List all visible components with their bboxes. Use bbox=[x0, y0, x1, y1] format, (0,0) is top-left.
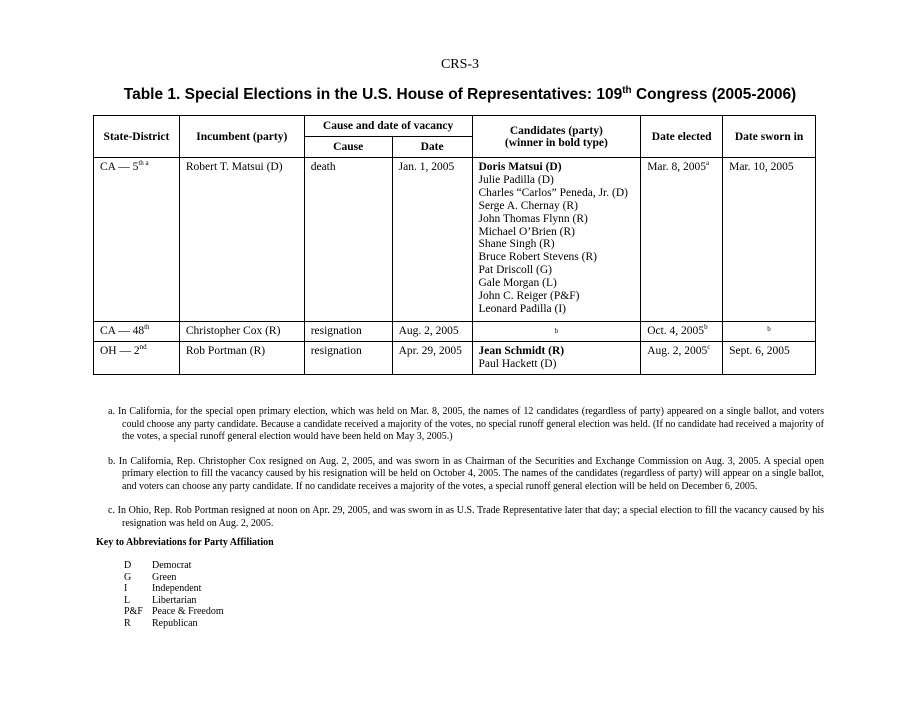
header-cause-group: Cause and date of vacancy bbox=[304, 116, 472, 137]
key-abbr: R bbox=[124, 617, 131, 629]
cell-date-elected bbox=[641, 158, 723, 322]
candidate: Pat Driscoll (G) bbox=[478, 264, 552, 277]
candidates-note: b bbox=[554, 327, 559, 335]
title-suffix: Congress (2005-2006) bbox=[631, 86, 797, 103]
candidate: Julie Padilla (D) bbox=[478, 173, 554, 186]
district-sup: nd bbox=[139, 343, 147, 352]
winner-candidate: Jean Schmidt (R) bbox=[478, 344, 565, 357]
footnote: a. In California, for the special open primary election, which was held on Mar. 8, 2005, the names of 12 candidates (regardless of party) appeared on a single ballot, and voters could choose any party candidate. Because a candidate received a majority of the votes, no special runoff general election was held. (If no candidate had received a majority of the votes, a special runoff general election would have been held on May 3, 2005.) bbox=[108, 406, 824, 442]
date-sworn-text: Sept. 6, 2005 bbox=[729, 344, 790, 357]
key-abbr: G bbox=[124, 571, 132, 583]
header-cause: Cause bbox=[304, 137, 392, 158]
cell-cause: resignation bbox=[304, 341, 392, 374]
party-key bbox=[124, 560, 224, 630]
cell-cause: death bbox=[304, 158, 392, 322]
key-name: Democrat bbox=[152, 560, 192, 571]
district-text: CA — 48 bbox=[100, 325, 145, 337]
cell-date-sworn bbox=[723, 322, 816, 342]
cell-district bbox=[94, 158, 180, 322]
cell-candidates bbox=[472, 158, 641, 322]
page-number: CRS-3 bbox=[440, 57, 480, 72]
district-text: CA — 5 bbox=[100, 161, 139, 173]
district-text: OH — 2 bbox=[100, 344, 140, 357]
key-row bbox=[124, 583, 224, 595]
cell-district bbox=[94, 341, 180, 374]
cell-incumbent: Christopher Cox (R) bbox=[179, 322, 304, 342]
table-row bbox=[94, 158, 816, 322]
winner-candidate: Doris Matsui (D) bbox=[478, 161, 562, 173]
cell-candidates bbox=[472, 322, 641, 342]
candidate: Bruce Robert Stevens (R) bbox=[478, 251, 597, 264]
date-sworn-note: b bbox=[767, 325, 771, 333]
key-abbr: D bbox=[124, 560, 132, 571]
special-elections-table bbox=[93, 115, 816, 375]
header-candidates-line2: (winner in bold type) bbox=[504, 136, 608, 149]
header-date-elected: Date elected bbox=[641, 116, 723, 158]
table-title bbox=[0, 86, 920, 104]
cell-cause: resignation bbox=[304, 322, 392, 342]
key-name: Peace & Freedom bbox=[152, 606, 224, 618]
cell-date-elected bbox=[641, 322, 723, 342]
key-row bbox=[124, 618, 224, 630]
key-row bbox=[124, 606, 224, 618]
table-body bbox=[94, 158, 816, 375]
candidate: Gale Morgan (L) bbox=[478, 277, 557, 290]
district-sup: th a bbox=[138, 159, 149, 168]
cell-incumbent: Robert T. Matsui (D) bbox=[179, 158, 304, 322]
cell-date-sworn bbox=[723, 158, 816, 322]
candidate: Charles “Carlos” Peneda, Jr. (D) bbox=[478, 186, 628, 199]
candidate: Serge A. Chernay (R) bbox=[478, 199, 578, 212]
footnote: c. In Ohio, Rep. Rob Portman resigned at noon on Apr. 29, 2005, and was sworn in as U.S. Trade Representative later that day; a special election to fill the vacancy caused by his resignation was held on Aug. 2, 2005. bbox=[108, 505, 824, 529]
date-elected-sup: a bbox=[705, 159, 710, 168]
date-elected-sup: b bbox=[704, 323, 708, 332]
key-abbr: L bbox=[124, 594, 131, 606]
candidate: Michael O’Brien (R) bbox=[478, 225, 575, 238]
table-row bbox=[94, 341, 816, 374]
district-sup: th bbox=[144, 323, 150, 332]
header-candidates bbox=[472, 116, 641, 158]
cell-district bbox=[94, 322, 180, 342]
key-name: Green bbox=[152, 571, 177, 583]
date-elected-sup: c bbox=[707, 343, 711, 352]
date-elected-text: Aug. 2, 2005 bbox=[647, 344, 708, 357]
candidate: John Thomas Flynn (R) bbox=[478, 212, 588, 225]
key-abbr: I bbox=[124, 583, 128, 595]
table-row bbox=[94, 322, 816, 342]
header-date: Date bbox=[392, 137, 472, 158]
header-candidates-line1: Candidates (party) bbox=[509, 124, 603, 137]
key-row bbox=[124, 560, 224, 572]
header-incumbent: Incumbent (party) bbox=[179, 116, 304, 158]
date-sworn-text: Mar. 10, 2005 bbox=[729, 161, 794, 173]
candidate: Paul Hackett (D) bbox=[478, 357, 557, 370]
key-title: Key to Abbreviations for Party Affiliation bbox=[96, 537, 274, 548]
header-date-sworn: Date sworn in bbox=[723, 116, 816, 158]
title-sup: th bbox=[622, 84, 632, 96]
key-name: Independent bbox=[152, 583, 202, 595]
key-abbr: P&F bbox=[124, 606, 143, 618]
cell-date: Apr. 29, 2005 bbox=[392, 341, 472, 374]
candidate: John C. Reiger (P&F) bbox=[478, 290, 580, 303]
cell-date: Jan. 1, 2005 bbox=[392, 158, 472, 322]
title-prefix: Table 1. Special Elections in the U.S. House of Representatives: 109 bbox=[123, 86, 623, 103]
cell-date: Aug. 2, 2005 bbox=[392, 322, 472, 342]
cell-incumbent: Rob Portman (R) bbox=[179, 341, 304, 374]
key-name: Republican bbox=[152, 617, 198, 629]
cell-date-elected bbox=[641, 341, 723, 374]
date-elected-text: Oct. 4, 2005 bbox=[647, 325, 705, 337]
key-name: Libertarian bbox=[152, 594, 197, 606]
date-elected-text: Mar. 8, 2005 bbox=[647, 161, 706, 173]
key-row bbox=[124, 572, 224, 584]
cell-date-sworn bbox=[723, 341, 816, 374]
footnotes bbox=[108, 406, 824, 530]
cell-candidates bbox=[472, 341, 641, 374]
candidate: Leonard Padilla (I) bbox=[478, 302, 566, 315]
header-state-district: State-District bbox=[94, 116, 180, 158]
footnote: b. In California, Rep. Christopher Cox resigned on Aug. 2, 2005, and was sworn in as Chairman of the Securities and Exchange Commission on Aug. 3, 2005. A special open primary election to fill the vacancy caused by his resignation will be held on October 4, 2005. The names of the candidates (regardless of party) will appear on a single ballot, and voters can choose any party candidate. If no candidate receives a majority of the votes, a special runoff general election will be held on December 6, 2005. bbox=[108, 455, 824, 492]
key-row bbox=[124, 595, 224, 607]
candidate: Shane Singh (R) bbox=[478, 238, 555, 251]
